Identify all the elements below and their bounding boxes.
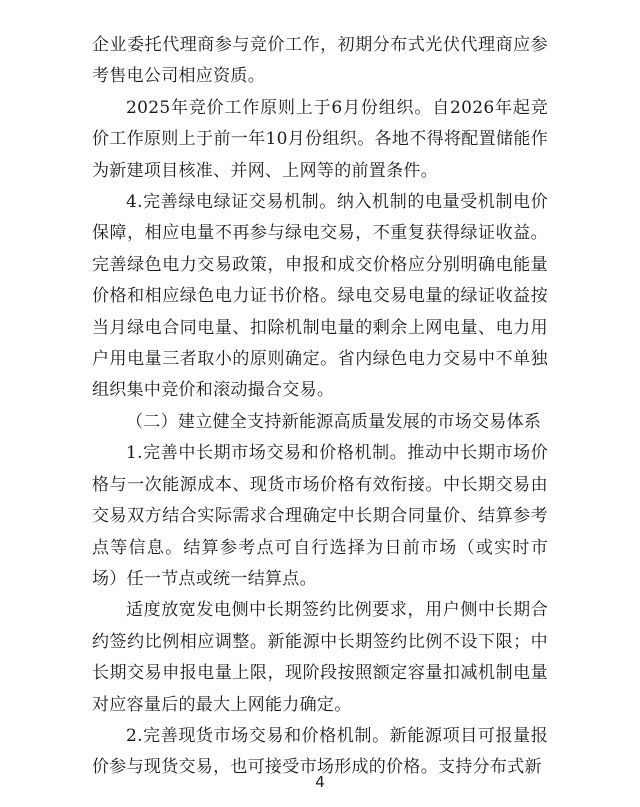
paragraph-signing-ratio: 适度放宽发电侧中长期签约比例要求，用户侧中长期合约签约比例相应调整。新能源中长期签约比例不设下限；中长期交易申报电量上限，现阶段按照额定容量扣减机制电量对应容量后的最大上网能力确定。 — [92, 600, 548, 715]
paragraph-green-certificate: 4.完善绿电绿证交易机制。纳入机制的电量受机制电价保障，相应电量不再参与绿电交易，不重复获得绿证收益。完善绿色电力交易政策，申报和成交价格应分别明确电能量价格和相应绿色电力证书价格。绿电交易电量的绿证收益按当月绿电合同电量、扣除机制电量的剩余上网电量、电力用户用电量三者取小的原则确定。省内绿色电力交易中不单独组织集中竞价和滚动撮合交易。 — [92, 192, 548, 401]
page-number: 4 — [315, 773, 325, 791]
document-body — [92, 30, 548, 784]
paragraph-agent-qualification: 企业委托代理商参与竞价工作，初期分布式光伏代理商应参考售电公司相应资质。 — [92, 35, 548, 87]
paragraph-bidding-schedule: 2025年竞价工作原则上于6月份组织。自2026年起竞价工作原则上于前一年10月份组织。各地不得将配置储能作为新建项目核准、并网、上网等的前置条件。 — [92, 97, 548, 181]
section-heading-market-system: （二）建立健全支持新能源高质量发展的市场交易体系 — [126, 411, 542, 432]
paragraph-spot-market: 2.完善现货市场交易和价格机制。新能源项目可报量报价参与现货交易，也可接受市场形成的价格。支持分布式新 — [92, 725, 548, 778]
paragraph-medium-long-term: 1.完善中长期市场交易和价格机制。推动中长期市场价格与一次能源成本、现货市场价格有效衔接。中长期交易由交易双方结合实际需求合理确定中长期合同量价、结算参考点等信息。结算参考点可自行选择为日前市场（或实时市场）任一节点或统一结算点。 — [92, 443, 548, 589]
